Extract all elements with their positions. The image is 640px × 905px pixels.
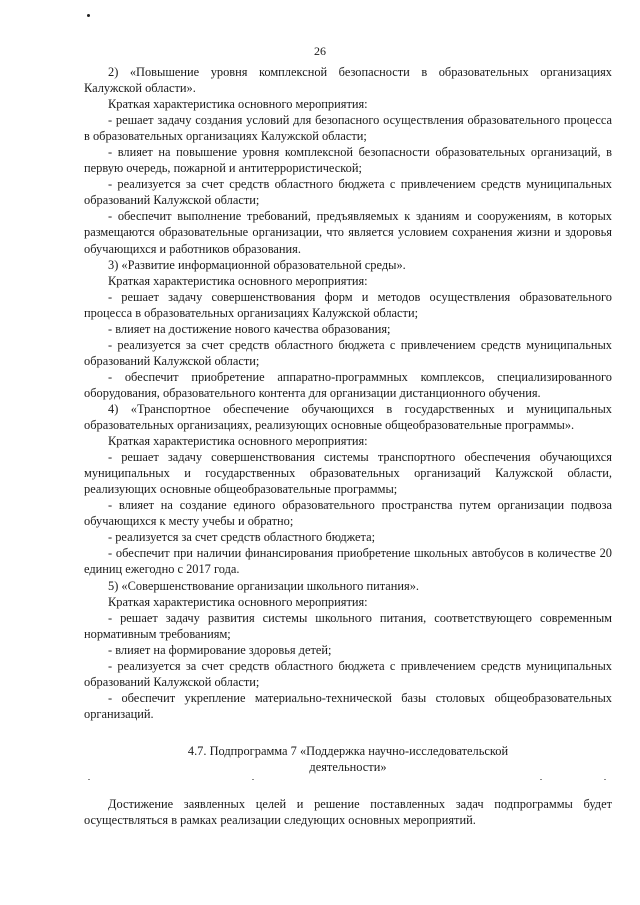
paragraph: - обеспечит приобретение аппаратно-программных комплексов, специализированного оборудования, образовательного контента для организации дистанционного обучения. xyxy=(84,369,612,400)
paragraph: 5) «Совершенствование организации школьного питания». xyxy=(108,578,420,593)
paragraph: - реализуется за счет средств областного бюджета с привлечением средств муниципальных образований Калужской области; xyxy=(84,337,612,368)
paragraph: - обеспечит при наличии финансирования приобретение школьных автобусов в количестве 20 единиц ежегодно с 2017 года. xyxy=(84,546,612,577)
document-body xyxy=(84,64,612,722)
paragraph: - решает задачу развития системы школьного питания, соответствующего современным нормативным требованиям; xyxy=(84,610,612,641)
paragraph: - реализуется за счет средств областного бюджета с привлечением средств муниципальных образований Калужской области; xyxy=(84,658,612,689)
paragraph: - влияет на создание единого образовательного пространства путем организации подвоза обучающихся к месту учебы и обратно; xyxy=(84,498,612,529)
paragraph: Краткая характеристика основного мероприятия: xyxy=(108,97,368,112)
paragraph: 4) «Транспортное обеспечение обучающихся в государственных и муниципальных образовательных организациях, реализующих основные общеобразовательные программы». xyxy=(84,401,612,433)
scan-speck xyxy=(88,779,90,780)
page-number: 26 xyxy=(314,44,326,58)
paragraph: - решает задачу совершенствования системы транспортного обеспечения обучающихся муниципальных и государственных образовательных организаций Калужской области, реализующих основные общеобразовательные программы; xyxy=(84,450,612,497)
paragraph: Достижение заявленных целей и решение поставленных задач подпрограммы будет осуществляться в рамках реализации следующих основных мероприятий. xyxy=(84,797,612,828)
section-heading-line: деятельности» xyxy=(309,760,387,774)
scan-speck xyxy=(604,779,606,780)
closing-paragraph-block xyxy=(84,796,612,828)
paragraph: 2) «Повышение уровня комплексной безопасности в образовательных организациях Калужской области». xyxy=(84,65,612,96)
paragraph: - решает задачу создания условий для безопасного осуществления образовательного процесса в образовательных организациях Калужской области; xyxy=(84,113,612,144)
scan-speck xyxy=(540,779,542,780)
paragraph: Краткая характеристика основного мероприятия: xyxy=(108,273,368,288)
scan-speck xyxy=(252,779,254,780)
paragraph: - обеспечит выполнение требований, предъявляемых к зданиям и сооружениям, в которых размещаются образовательные организации, что является условием сохранения жизни и здоровья обучающихся и работников образования. xyxy=(84,209,612,256)
paragraph: - реализуется за счет средств областного бюджета с привлечением средств муниципальных образований Калужской области; xyxy=(84,177,612,208)
paragraph: - решает задачу совершенствования форм и методов осуществления образовательного процесса в образовательных организациях Калужской области; xyxy=(84,289,612,320)
paragraph: - влияет на формирование здоровья детей; xyxy=(108,642,332,657)
paragraph: - влияет на повышение уровня комплексной безопасности образовательных организаций, в первую очередь, пожарной и антитеррористической; xyxy=(84,145,612,176)
paragraph: - влияет на достижение нового качества образования; xyxy=(108,321,391,336)
section-heading-line: 4.7. Подпрограмма 7 «Поддержка научно-исследовательской xyxy=(187,744,509,758)
section-heading xyxy=(84,743,612,775)
paragraph: Краткая характеристика основного мероприятия: xyxy=(108,434,368,449)
paragraph: 3) «Развитие информационной образовательной среды». xyxy=(108,257,406,272)
paragraph: Краткая характеристика основного мероприятия: xyxy=(108,594,368,609)
scan-mark xyxy=(87,14,90,17)
paragraph: - реализуется за счет средств областного бюджета; xyxy=(108,530,376,545)
paragraph: - обеспечит укрепление материально-технической базы столовых общеобразовательных организаций. xyxy=(84,690,612,721)
